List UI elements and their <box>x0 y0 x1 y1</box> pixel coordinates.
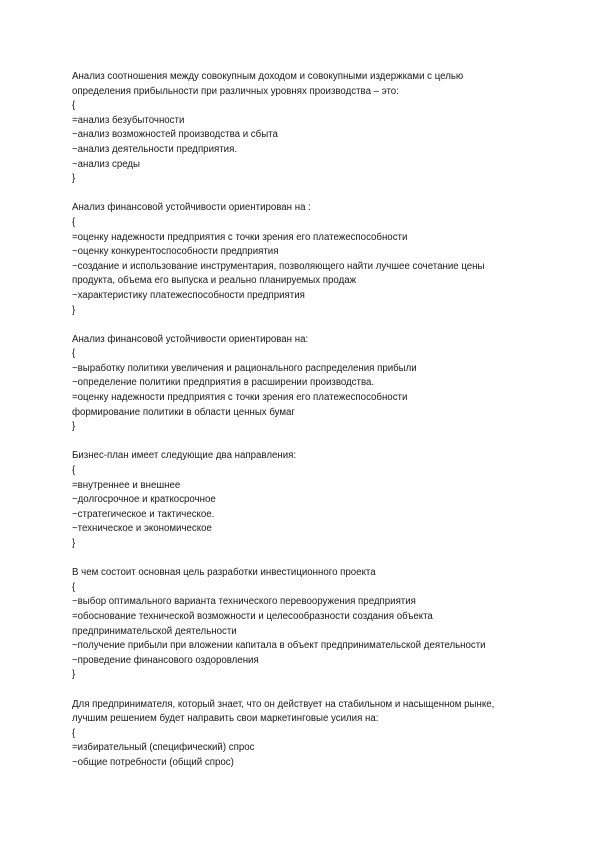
close-brace: } <box>72 669 76 681</box>
answer-option: ~выработку политики увеличения и рационального распределения прибыли <box>72 362 417 374</box>
answer-option: ~стратегическое и тактическое. <box>72 508 215 520</box>
answer-option: ~анализ деятельности предприятия. <box>72 143 238 155</box>
answer-option: предпринимательской деятельности <box>72 625 237 637</box>
answer-option: ~анализ среды <box>72 158 141 170</box>
answer-option: ~общие потребности (общий спрос) <box>72 756 234 768</box>
question-1 <box>72 70 532 187</box>
answer-option: =обоснование технической возможности и целесообразности создания объекта <box>72 610 433 622</box>
open-brace: { <box>72 100 76 112</box>
answer-option: ~проведение финансового оздоровления <box>72 654 259 666</box>
question-5 <box>72 566 532 683</box>
open-brace: { <box>72 581 76 593</box>
answer-option: =оценку надежности предприятия с точки зрения его платежеспособности <box>72 231 408 243</box>
answer-option: ~долгосрочное и краткосрочное <box>72 494 216 506</box>
question-stem-line: определения прибыльности при различных уровнях производства – это: <box>72 85 399 97</box>
question-stem-line: Бизнес-план имеет следующие два направления: <box>72 450 297 462</box>
answer-option: =внутреннее и внешнее <box>72 479 181 491</box>
question-4 <box>72 449 532 551</box>
open-brace: { <box>72 348 76 360</box>
answer-option: =оценку надежности предприятия с точки зрения его платежеспособности <box>72 392 408 404</box>
answer-option: ~определение политики предприятия в расширении производства. <box>72 377 375 389</box>
open-brace: { <box>72 727 76 739</box>
answer-option: ~выбор оптимального варианта технического перевооружения предприятия <box>72 596 416 608</box>
answer-option: =избирательный (специфический) спрос <box>72 742 255 754</box>
question-stem-line: Анализ финансовой устойчивости ориентирован на : <box>72 202 311 214</box>
question-3 <box>72 333 532 435</box>
answer-option: =анализ безубыточности <box>72 114 185 126</box>
question-6 <box>72 698 532 771</box>
answer-option: продукта, объема его выпуска и реально планируемых продаж <box>72 275 357 287</box>
question-2 <box>72 201 532 318</box>
answer-option: формирование политики в области ценных бумаг <box>72 406 295 418</box>
question-stem-line: Анализ финансовой устойчивости ориентирован на: <box>72 333 309 345</box>
answer-option: ~анализ возможностей производства и сбыта <box>72 129 278 141</box>
question-stem-line: лучшим решением будет направить свои маркетинговые усилия на: <box>72 713 379 725</box>
open-brace: { <box>72 216 76 228</box>
close-brace: } <box>72 538 76 549</box>
close-brace: } <box>72 173 76 185</box>
answer-option: ~оценку конкурентоспособности предприятия <box>72 246 279 258</box>
question-stem-line: Для предпринимателя, который знает, что он действует на стабильном и насыщенном рынке, <box>72 698 495 710</box>
close-brace: } <box>72 304 76 316</box>
open-brace: { <box>72 465 76 477</box>
answer-option: ~техническое и экономическое <box>72 523 212 535</box>
question-stem-line: Анализ соотношения между совокупным доходом и совокупными издержками с целью <box>72 71 464 82</box>
close-brace: } <box>72 421 76 433</box>
document-page <box>72 70 532 785</box>
question-stem-line: В чем состоит основная цель разработки инвестиционного проекта <box>72 567 376 579</box>
answer-option: ~создание и использование инструментария, позволяющего найти лучшее сочетание цены <box>72 260 485 272</box>
answer-option: ~характеристику платежеспособности предприятия <box>72 289 305 301</box>
answer-option: ~получение прибыли при вложении капитала в объект предпринимательской деятельности <box>72 640 486 652</box>
